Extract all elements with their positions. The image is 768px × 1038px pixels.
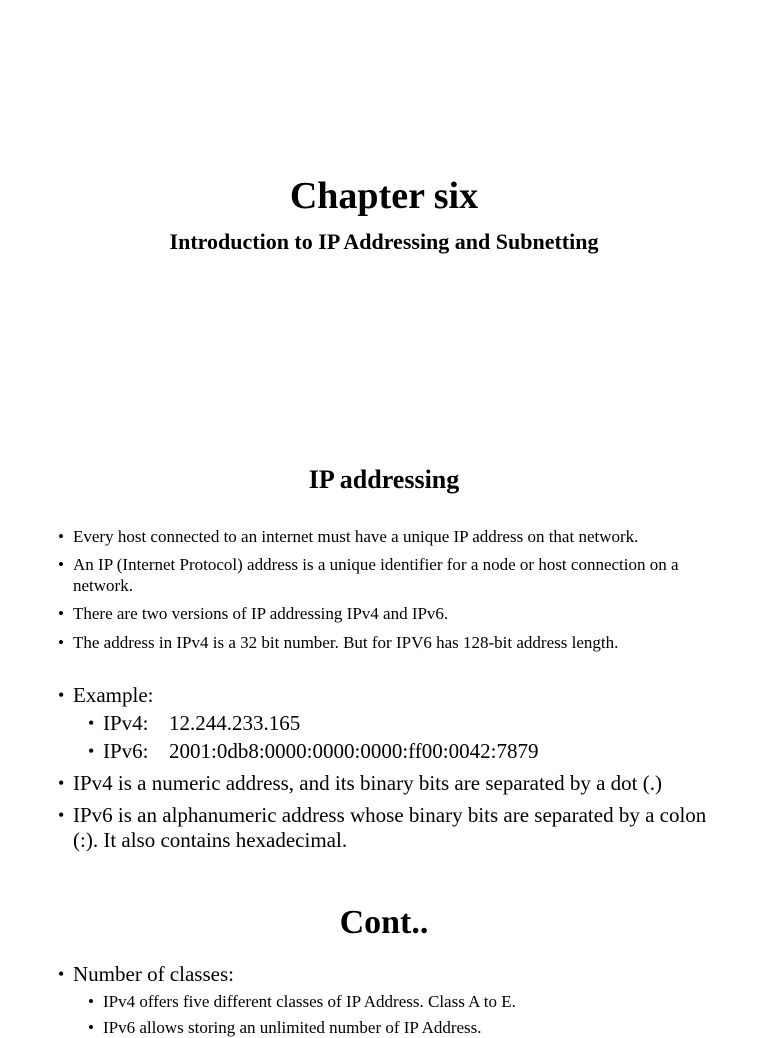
list-item: • IPv6 allows storing an unlimited number of IP Address. (88, 1017, 708, 1038)
list-item: • There are two versions of IP addressing IPv4 and IPv6. (58, 603, 708, 624)
list-item: • IPv6 is an alphanumeric address whose binary bits are separated by a colon (:). It also contains hexadecimal. (58, 803, 708, 853)
cont-sub-list (88, 991, 708, 1038)
list-item: • Example: (58, 683, 708, 708)
list-item: • An IP (Internet Protocol) address is a unique identifier for a node or host connection on a network. (58, 554, 708, 596)
cont-heading: Cont.. (339, 904, 429, 941)
list-item (88, 739, 708, 764)
cont-list (58, 962, 708, 987)
example-list (58, 683, 708, 708)
ip-bullet-list (58, 526, 708, 653)
chapter-subtitle: Introduction to IP Addressing and Subnetting (169, 229, 599, 254)
list-item: • The address in IPv4 is a 32 bit number. But for IPV6 has 128-bit address length. (58, 632, 708, 653)
example-label: IPv4: (103, 711, 149, 735)
list-item: • Number of classes: (58, 962, 708, 987)
example-sub-list (88, 711, 708, 764)
list-item: • IPv4 offers five different classes of IP Address. Class A to E. (88, 991, 708, 1012)
list-item: • IPv4 is a numeric address, and its binary bits are separated by a dot (.) (58, 771, 708, 796)
example-value: 12.244.233.165 (169, 711, 301, 735)
list-item (88, 711, 708, 736)
example-label: IPv6: (103, 739, 149, 763)
list-item: • Every host connected to an internet must have a unique IP address on that network. (58, 526, 708, 547)
ip-addressing-heading: IP addressing (308, 465, 460, 494)
example-value: 2001:0db8:0000:0000:0000:ff00:0042:7879 (169, 739, 539, 763)
ip-more-list (58, 771, 708, 853)
chapter-title: Chapter six (289, 175, 479, 217)
